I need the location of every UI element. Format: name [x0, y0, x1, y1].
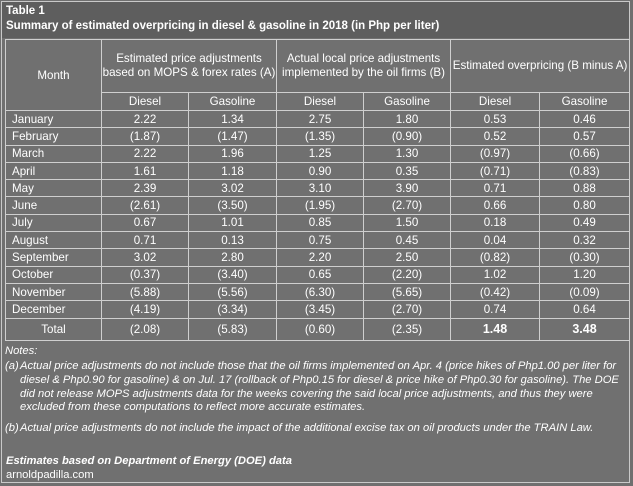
- value-cell: 2.22: [102, 111, 189, 128]
- value-cell: 1.50: [364, 214, 451, 231]
- total-value: (2.08): [102, 318, 189, 340]
- value-cell: (4.19): [102, 301, 189, 318]
- value-cell: (5.88): [102, 283, 189, 300]
- value-cell: 1.61: [102, 162, 189, 179]
- value-cell: 0.74: [451, 301, 540, 318]
- group-header-a: [102, 40, 277, 93]
- value-cell: (3.50): [189, 197, 277, 214]
- value-cell: (0.71): [451, 162, 540, 179]
- month-cell: August: [6, 232, 102, 249]
- table-row: [6, 111, 630, 128]
- value-cell: 1.18: [189, 162, 277, 179]
- value-cell: 0.85: [277, 214, 364, 231]
- table-row: [6, 266, 630, 283]
- value-cell: (1.47): [189, 128, 277, 145]
- total-value: (5.83): [189, 318, 277, 340]
- value-cell: (0.30): [540, 249, 630, 266]
- value-cell: 0.64: [540, 301, 630, 318]
- month-cell: April: [6, 162, 102, 179]
- value-cell: (2.61): [102, 197, 189, 214]
- value-cell: 2.80: [189, 249, 277, 266]
- value-cell: 1.30: [364, 145, 451, 162]
- table-row: [6, 145, 630, 162]
- note-b-text: Actual price adjustments do not include the impact of the additional excise tax on oil products under the TRAIN Law.: [20, 422, 594, 434]
- value-cell: 2.20: [277, 249, 364, 266]
- value-cell: 1.80: [364, 111, 451, 128]
- sub-header-cell: Diesel: [277, 93, 364, 111]
- table-label: Table 1: [6, 5, 45, 17]
- month-cell: January: [6, 111, 102, 128]
- value-cell: 3.02: [189, 180, 277, 197]
- value-cell: (2.70): [364, 197, 451, 214]
- value-cell: 0.65: [277, 266, 364, 283]
- value-cell: 2.22: [102, 145, 189, 162]
- sub-header-cell: Gasoline: [189, 93, 277, 111]
- group-header-c: [451, 40, 630, 93]
- table-row: [6, 162, 630, 179]
- value-cell: 1.01: [189, 214, 277, 231]
- month-cell: March: [6, 145, 102, 162]
- notes-label: Notes:: [5, 345, 38, 357]
- value-cell: (0.83): [540, 162, 630, 179]
- value-cell: 0.49: [540, 214, 630, 231]
- value-cell: 0.88: [540, 180, 630, 197]
- month-cell: October: [6, 266, 102, 283]
- month-cell: July: [6, 214, 102, 231]
- sub-header-cell: Diesel: [102, 93, 189, 111]
- value-cell: 0.80: [540, 197, 630, 214]
- month-cell: December: [6, 301, 102, 318]
- group-header-b-text: Actual local price adjustments implemented by the oil firms (B): [282, 52, 446, 79]
- table-body: [6, 111, 630, 341]
- table-row: [6, 283, 630, 300]
- value-cell: (0.90): [364, 128, 451, 145]
- total-label: Total: [6, 318, 102, 340]
- month-header: Month: [6, 40, 102, 111]
- table-figure: [1, 1, 630, 483]
- value-cell: 0.35: [364, 162, 451, 179]
- overpricing-table: [5, 39, 630, 341]
- table-row: [6, 197, 630, 214]
- value-cell: (0.66): [540, 145, 630, 162]
- table-row: [6, 180, 630, 197]
- value-cell: 1.20: [540, 266, 630, 283]
- group-header-a-text: Estimated price adjustments based on MOPS & forex rates (A): [102, 52, 276, 79]
- table-subtitle: Summary of estimated overpricing in diesel & gasoline in 2018 (in Php per liter): [6, 20, 440, 32]
- note-a-marker: (a): [5, 360, 19, 372]
- value-cell: (0.82): [451, 249, 540, 266]
- month-cell: February: [6, 128, 102, 145]
- value-cell: 0.71: [451, 180, 540, 197]
- value-cell: (0.42): [451, 283, 540, 300]
- month-cell: May: [6, 180, 102, 197]
- value-cell: 1.25: [277, 145, 364, 162]
- sub-header-cell: Diesel: [451, 93, 540, 111]
- value-cell: (0.09): [540, 283, 630, 300]
- value-cell: 1.96: [189, 145, 277, 162]
- value-cell: (2.70): [364, 301, 451, 318]
- value-cell: 0.71: [102, 232, 189, 249]
- value-cell: 3.90: [364, 180, 451, 197]
- value-cell: 1.02: [451, 266, 540, 283]
- value-cell: (3.34): [189, 301, 277, 318]
- title-band: [2, 2, 629, 38]
- value-cell: (1.87): [102, 128, 189, 145]
- value-cell: 0.45: [364, 232, 451, 249]
- group-header-c-text: Estimated overpricing (B minus A): [452, 59, 628, 72]
- total-value: 1.48: [451, 318, 540, 340]
- table-row: [6, 249, 630, 266]
- value-cell: 0.13: [189, 232, 277, 249]
- value-cell: (5.56): [189, 283, 277, 300]
- table-row: [6, 128, 630, 145]
- sub-header-cell: Gasoline: [364, 93, 451, 111]
- value-cell: (6.30): [277, 283, 364, 300]
- value-cell: 0.04: [451, 232, 540, 249]
- note-a-text: Actual price adjustments do not include those that the oil firms implemented on Apr. 4 (price hikes of Php1.00 per liter for diesel & Php0.90 for gasoline) & on Jul. 17 (rollback of Php0.15 for diesel & price hike of Php0.30 for gasoline). The DOE did not release MOPS adjustments data for the weeks covering the said local price adjustments, and thus they were excluded from these computations to reflect more accurate estimates.: [20, 360, 619, 414]
- table-row: [6, 301, 630, 318]
- value-cell: 0.53: [451, 111, 540, 128]
- group-header-b: [277, 40, 451, 93]
- value-cell: 0.32: [540, 232, 630, 249]
- value-cell: 2.75: [277, 111, 364, 128]
- website-credit: arnoldpadilla.com: [6, 469, 94, 481]
- value-cell: (5.65): [364, 283, 451, 300]
- table-row: [6, 214, 630, 231]
- table-row: [6, 232, 630, 249]
- value-cell: 0.18: [451, 214, 540, 231]
- value-cell: (0.37): [102, 266, 189, 283]
- value-cell: (3.40): [189, 266, 277, 283]
- value-cell: (2.20): [364, 266, 451, 283]
- sub-header-cell: Gasoline: [540, 93, 630, 111]
- value-cell: 2.50: [364, 249, 451, 266]
- month-cell: September: [6, 249, 102, 266]
- value-cell: (0.97): [451, 145, 540, 162]
- source-credit: Estimates based on Department of Energy (DOE) data: [6, 455, 292, 467]
- total-value: (0.60): [277, 318, 364, 340]
- value-cell: 2.39: [102, 180, 189, 197]
- value-cell: (3.45): [277, 301, 364, 318]
- value-cell: 3.10: [277, 180, 364, 197]
- month-cell: June: [6, 197, 102, 214]
- value-cell: 0.90: [277, 162, 364, 179]
- value-cell: 0.57: [540, 128, 630, 145]
- total-value: (2.35): [364, 318, 451, 340]
- value-cell: 0.52: [451, 128, 540, 145]
- total-row: [6, 318, 630, 340]
- value-cell: 0.46: [540, 111, 630, 128]
- value-cell: (1.95): [277, 197, 364, 214]
- value-cell: 0.66: [451, 197, 540, 214]
- month-cell: November: [6, 283, 102, 300]
- value-cell: 0.67: [102, 214, 189, 231]
- note-b-marker: (b): [5, 422, 19, 434]
- value-cell: 0.75: [277, 232, 364, 249]
- total-value: 3.48: [540, 318, 630, 340]
- value-cell: 1.34: [189, 111, 277, 128]
- value-cell: 3.02: [102, 249, 189, 266]
- value-cell: (1.35): [277, 128, 364, 145]
